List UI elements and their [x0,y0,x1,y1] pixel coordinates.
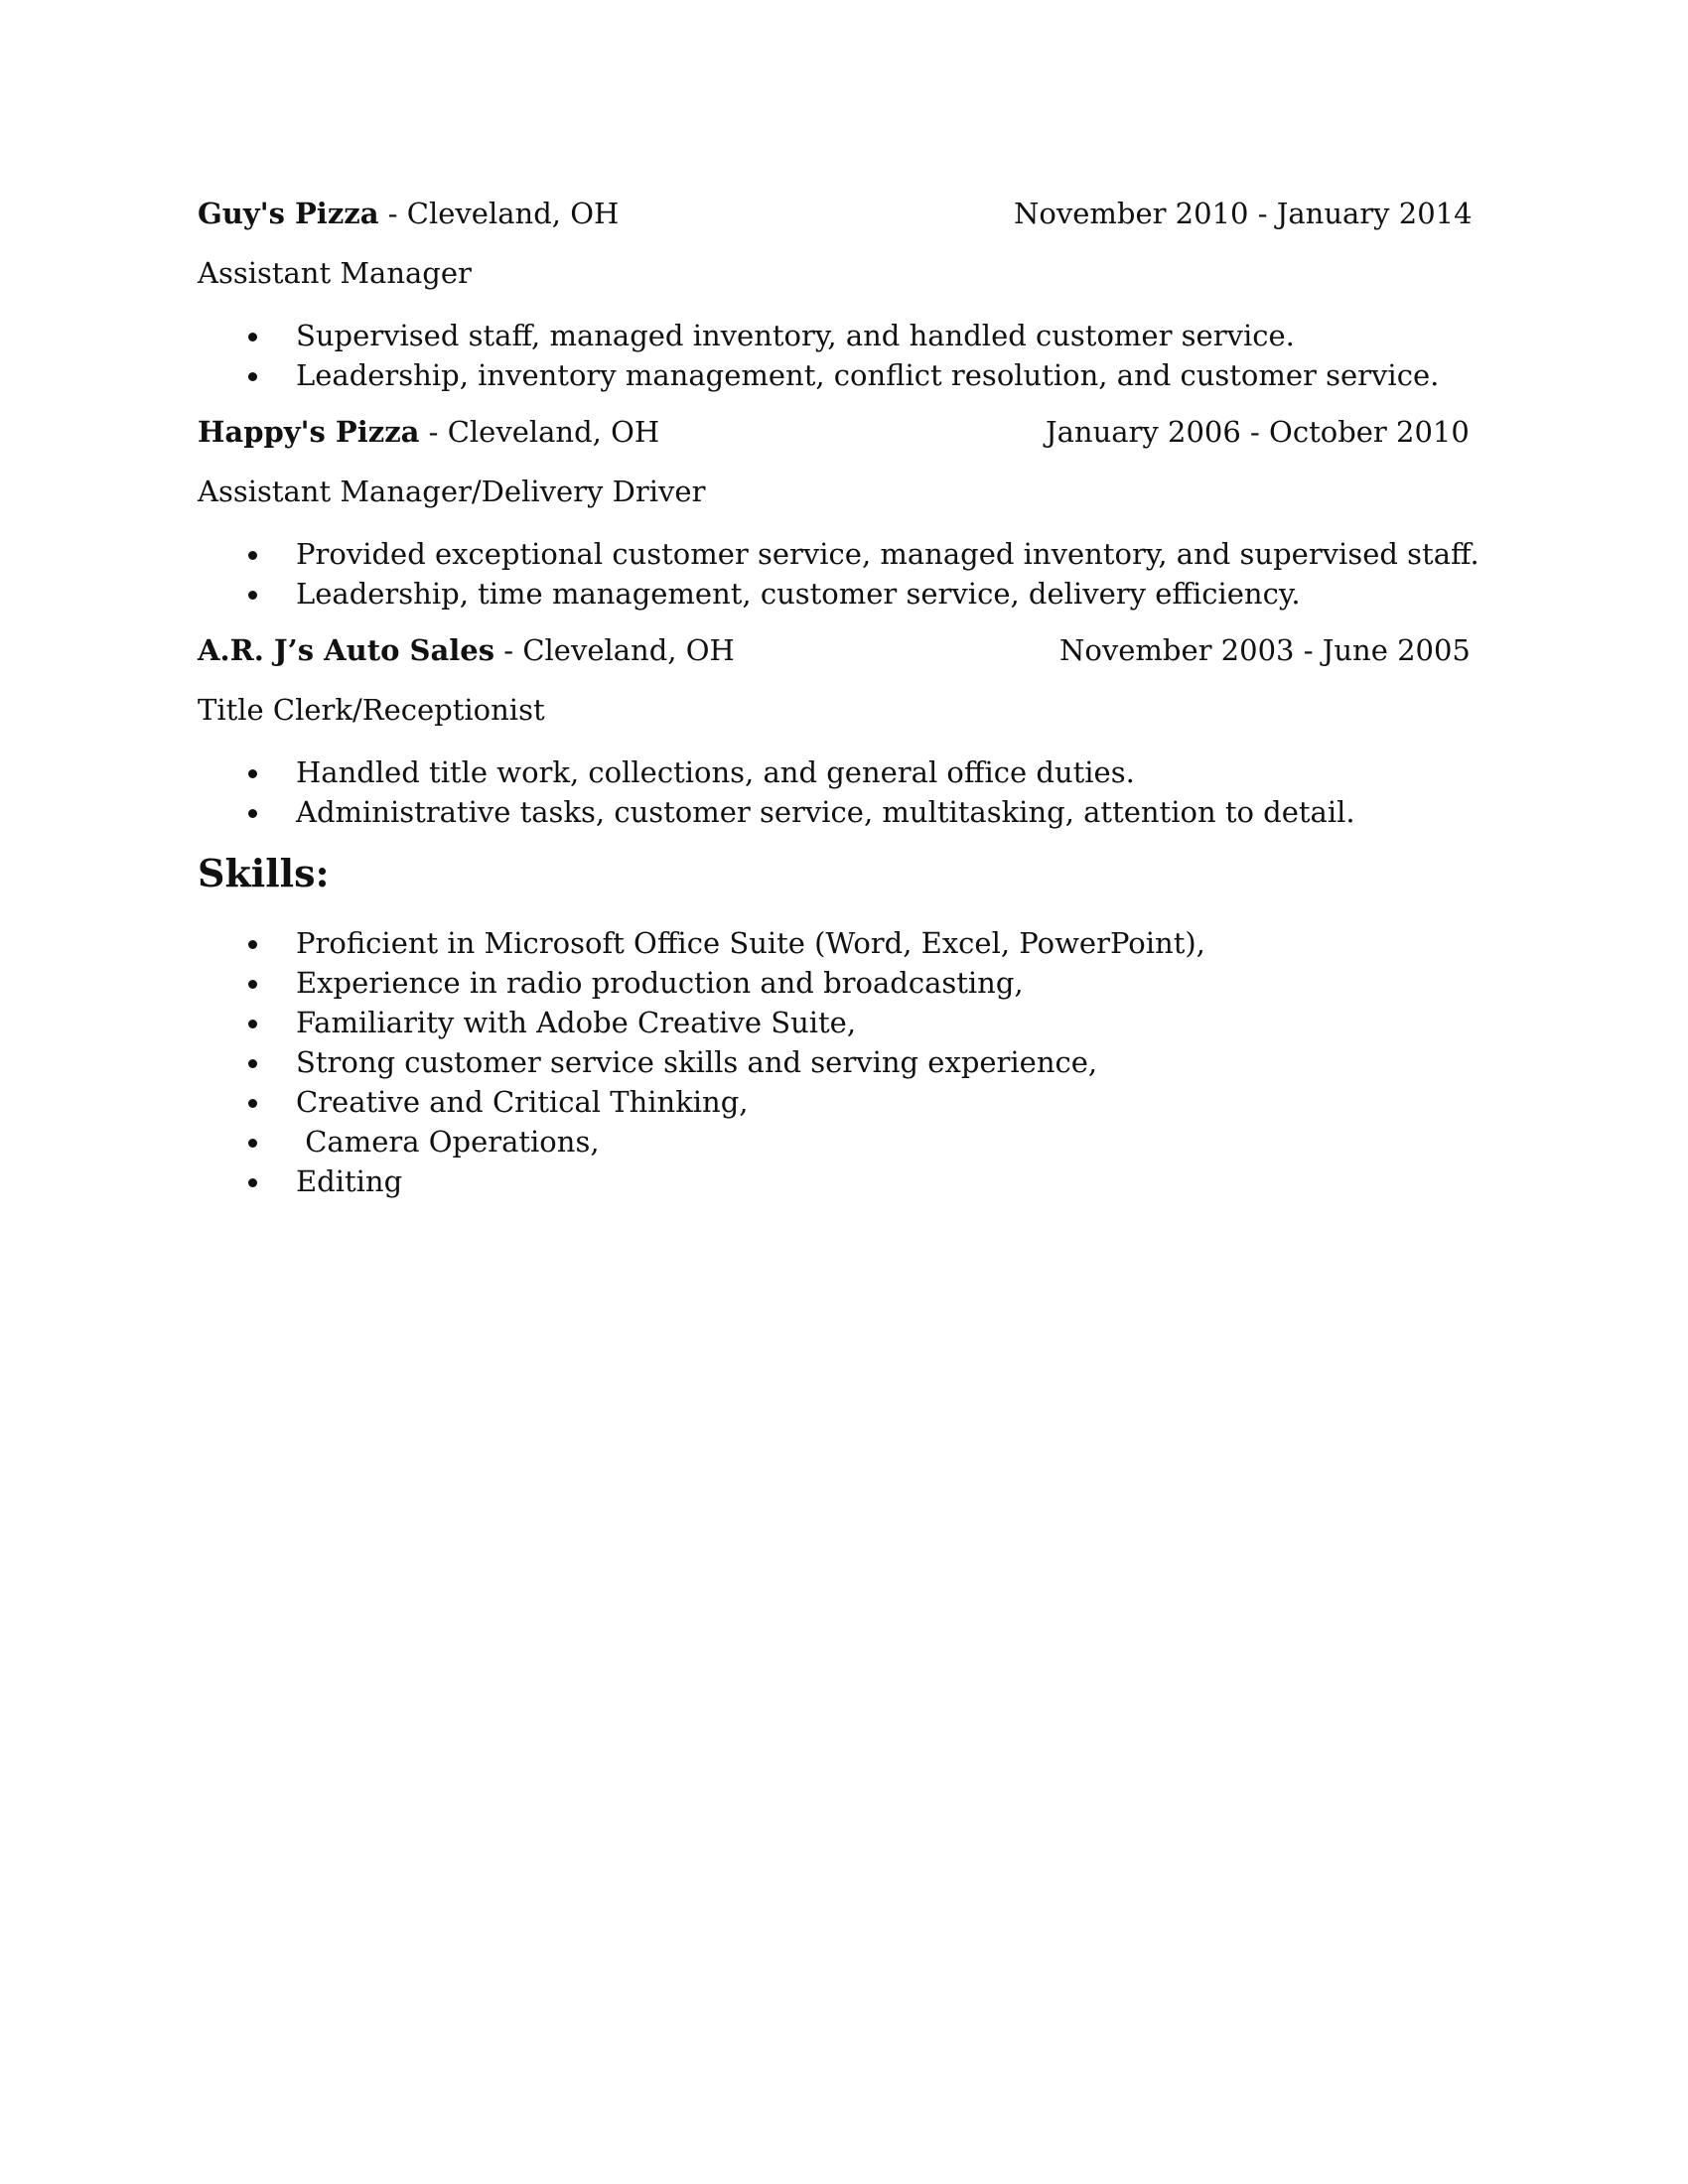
list-item: Strong customer service skills and serving experience, [198,1042,1205,1082]
list-item: Provided exceptional customer service, managed inventory, and supervised staff. [198,534,1479,574]
company-name: Guy's Pizza [198,197,379,230]
job-title: Assistant Manager [198,256,472,290]
job-title: Assistant Manager/Delivery Driver [198,475,706,508]
list-item: Experience in radio production and broadcasting, [198,963,1205,1003]
job-header-happys-pizza [198,412,1470,452]
list-item: Leadership, inventory management, conflict resolution, and customer service. [198,355,1439,395]
list-item: Creative and Critical Thinking, [198,1082,1205,1122]
list-item: Proficient in Microsoft Office Suite (Word, Excel, PowerPoint), [198,923,1205,963]
skills-list [198,923,1205,1201]
list-item: Handled title work, collections, and general office duties. [198,752,1355,792]
list-item: Administrative tasks, customer service, multitasking, attention to detail. [198,792,1355,832]
job-header-arj-auto-sales [198,630,1471,670]
job-header-guys-pizza [198,194,1473,233]
employment-dates: January 2006 - October 2010 [1046,415,1470,449]
employment-dates: November 2010 - January 2014 [1014,197,1473,230]
job-title: Title Clerk/Receptionist [198,693,545,727]
company-name: A.R. J’s Auto Sales [198,633,495,667]
job-duties-list [198,534,1479,614]
company-name: Happy's Pizza [198,415,420,449]
list-item: Leadership, time management, customer service, delivery efficiency. [198,574,1479,614]
list-item: Editing [198,1161,1205,1201]
job-duties-list [198,752,1355,832]
company-location: - Cleveland, OH [378,197,620,230]
job-duties-list [198,316,1439,395]
company-location: - Cleveland, OH [494,633,735,667]
company-location: - Cleveland, OH [419,415,660,449]
employment-dates: November 2003 - June 2005 [1059,633,1471,667]
list-item: Familiarity with Adobe Creative Suite, [198,1003,1205,1042]
list-item: Camera Operations, [198,1122,1205,1161]
skills-heading: Skills: [198,851,330,895]
list-item: Supervised staff, managed inventory, and handled customer service. [198,316,1439,355]
